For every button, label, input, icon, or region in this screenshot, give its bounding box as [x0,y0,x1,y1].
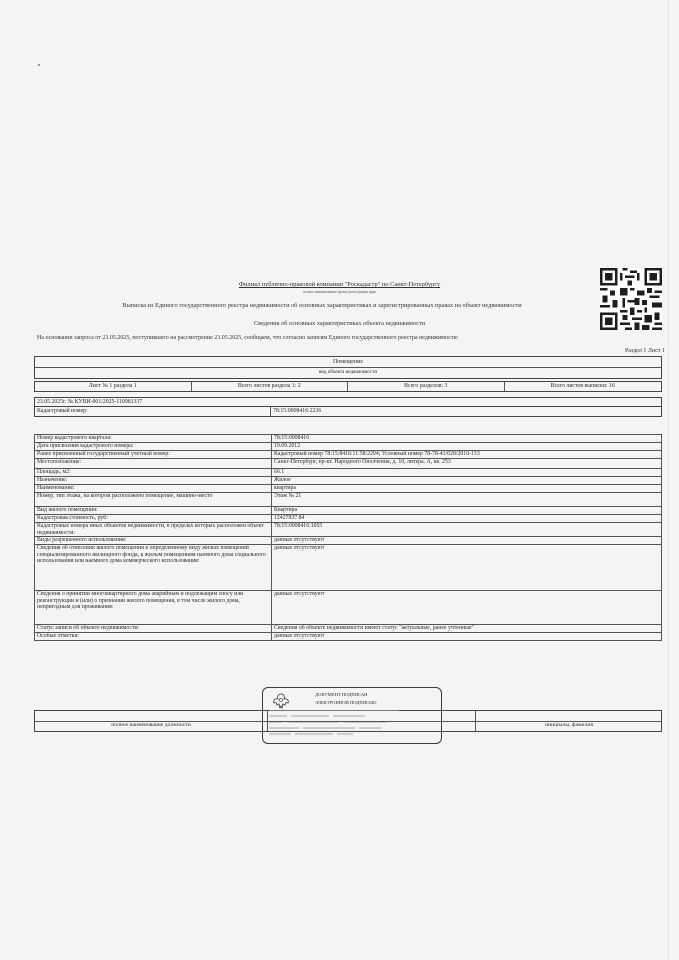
property-value: 78:15:0008416 [272,435,662,443]
property-label: Сведения об отнесении жилого помещения к определенному виду жилых помещений специализированного жилищного фонда, к жилым помещениям наемного дома социального использования или наемного дома коммерческого использования: [35,545,272,591]
cadastral-number-label: Кадастровый номер: [35,407,271,416]
property-row [35,451,662,459]
electronic-signature-stamp [262,687,442,744]
property-label: Назначение: [35,477,272,485]
property-row [35,443,662,451]
scan-edge [668,0,669,960]
property-value: 66.1 [272,469,662,477]
organization-caption: полное наименование органа регистрации прав [303,290,376,294]
cadastral-number-row [34,407,662,417]
property-value: 78:15:0008416:1055 [272,523,662,537]
property-row [35,633,662,641]
eagle-emblem-icon [271,692,291,710]
property-value: 19.09.2012 [272,443,662,451]
property-row [35,591,662,625]
property-label: Номер, тип этажа, на котором расположено помещение, машино-место [35,493,272,507]
property-label: Номер кадастрового квартала: [35,435,272,443]
property-row [35,469,662,477]
property-label: Кадастровые номера иных объектов недвижимости, в пределах которых расположен объект недвижимости: [35,523,272,537]
organization-name: Филиал публично-правовой компании "Роскадастр" по Санкт-Петербургу [238,281,441,288]
property-label: Статус записи об объекте недвижимости: [35,625,272,633]
property-label: Виды разрешенного использования: [35,537,272,545]
property-row [35,625,662,633]
registration-number: 23.05.2025г. № КУВИ-001/2025-110981337 [34,397,662,407]
property-value: Жилое [272,477,662,485]
property-row [35,523,662,537]
cadastral-number-value: 78:15:0008416:2236 [273,408,322,414]
extract-title: Выписка из Единого государственного реестра недвижимости об основных характеристиках и зарегистрированных правах на объект недвижимости [122,302,522,309]
property-value: данные отсутствуют [272,633,662,641]
sheet-info-row [34,381,662,392]
property-label: Дата присвоения кадастрового номера: [35,443,272,451]
section-sheet-ref: Раздел 1 Лист 1 [624,348,665,354]
property-row [35,477,662,485]
stamp-line-1: ДОКУМЕНТ ПОДПИСАН [315,692,368,697]
property-row [35,485,662,493]
sheets-total: Всего листов выписки: 16 [550,383,615,389]
property-label: Местоположение: [35,459,272,469]
properties-table [34,434,662,641]
property-value: Санкт-Петербург, пр-кт. Народного Ополчения, д. 10, литера. А, кв. 253 [272,459,662,469]
property-value: квартира [272,485,662,493]
sheets-in-section: Всего листов раздела 1: 2 [192,382,349,391]
property-label: Сведения о принятии многоквартирного дома аварийным и подлежащим сносу или реконструкции и (или) о признании жилого помещения, в том числе жилого дома, непригодным для проживания: [35,591,272,625]
property-label: Ранее присвоенный государственный учетный номер: [35,451,272,459]
section-subtitle: Сведения об основных характеристиках объекта недвижимости [253,320,426,327]
property-row [35,493,662,507]
property-label: Площадь, м2: [35,469,272,477]
property-value: Сведения об объекте недвижимости имеют статус "актуальные, ранее учтенные" [272,625,662,633]
object-type: Помещение [332,359,364,365]
property-label: Кадастровая стоимость, руб: [35,515,272,523]
position-caption: полное наименование должности [111,722,191,728]
property-value: Кадастровый номер 78:15:8416:11:58:2294; Условный номер 78-78-41/028/2010-153 [272,451,662,459]
property-row [35,459,662,469]
property-row [35,515,662,523]
request-basis: На основании запроса от 23.05.2025, поступившего на рассмотрение 23.05.2025, сообщаем, что согласно записям Единого государственного реестра недвижимости: [37,335,459,341]
property-row [35,545,662,591]
property-label: Вид жилого помещения: [35,507,272,515]
property-value: данные отсутствуют [272,537,662,545]
property-row [35,537,662,545]
stamp-line-2: ЭЛЕКТРОННОЙ ПОДПИСЬЮ [315,700,377,705]
sheet-number: Лист № 1 раздела 1 [35,382,192,391]
object-type-box [34,356,662,379]
sections-count: Всего разделов: 3 [348,382,505,391]
property-label: Особые отметки: [35,633,272,641]
stamp-details-scribble [269,714,399,740]
property-label: Наименование: [35,485,272,493]
property-row [35,507,662,515]
property-value: 12427837.84 [272,515,662,523]
name-caption: инициалы, фамилия [545,722,593,728]
object-type-caption: вид объекта недвижимости [35,367,661,378]
property-value: Квартира [272,507,662,515]
property-row [35,435,662,443]
property-value: Этаж № 21 [272,493,662,507]
property-value: данные отсутствуют [272,545,662,591]
property-value: данные отсутствуют [272,591,662,625]
scan-speck [38,64,40,66]
